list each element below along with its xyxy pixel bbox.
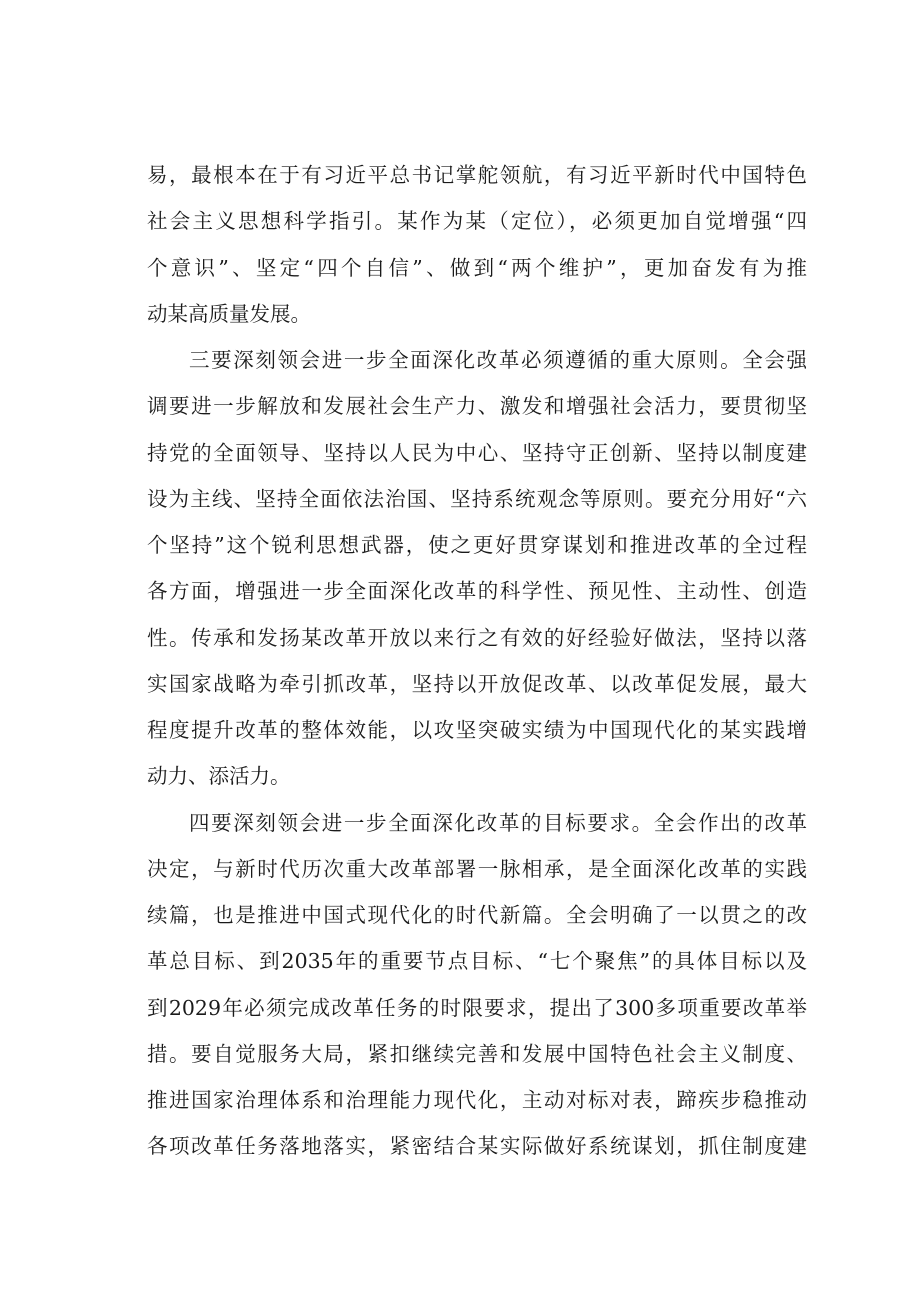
text-line: 各方面，增强进一步全面深化改革的科学性、预见性、主动性、创造: [147, 579, 807, 604]
text-line: 社会主义思想科学指引。某作为某（定位），必须更加自觉增强“四: [147, 209, 807, 234]
text-line: 程度提升改革的整体效能，以攻坚突破实绩为中国现代化的某实践增: [147, 718, 807, 742]
text-line: 设为主线、坚持全面依法治国、坚持系统观念等原则。要充分用好“六: [147, 486, 807, 511]
paragraph-start-line: 四要深刻领会进一步全面深化改革的目标要求。全会作出的改革: [189, 810, 807, 835]
text-line: 措。要自觉服务大局，紧扣继续完善和发展中国特色社会主义制度、: [147, 1041, 807, 1066]
text-line: 动某高质量发展。: [147, 301, 311, 326]
text-line: 革总目标、到2035年的重要节点目标、“七个聚焦”的具体目标以及: [147, 949, 807, 974]
body-text: [147, 152, 807, 1170]
text-line: 调要进一步解放和发展社会生产力、激发和增强社会活力，要贯彻坚: [147, 394, 807, 419]
text-line: 持党的全面领导、坚持以人民为中心、坚持守正创新、坚持以制度建: [147, 440, 807, 465]
paragraph-start-line: 三要深刻领会进一步全面深化改革必须遵循的重大原则。全会强: [189, 348, 807, 372]
text-line: 决定，与新时代历次重大改革部署一脉相承，是全面深化改革的实践: [147, 856, 807, 881]
text-line: 实国家战略为牵引抓改革，坚持以开放促改革、以改革促发展，最大: [147, 671, 807, 696]
text-line: 续篇，也是推进中国式现代化的时代新篇。全会明确了一以贯之的改: [147, 903, 807, 927]
text-line: 推进国家治理体系和治理能力现代化，主动对标对表，蹄疾步稳推动: [147, 1088, 807, 1112]
text-line: 个坚持”这个锐利思想武器，使之更好贯穿谋划和推进改革的全过程: [147, 533, 807, 557]
text-line: 易，最根本在于有习近平总书记掌舵领航，有习近平新时代中国特色: [147, 163, 807, 187]
text-line: 性。传承和发扬某改革开放以来行之有效的好经验好做法，坚持以落: [147, 625, 807, 650]
text-line: 动力、添活力。: [147, 764, 291, 789]
text-line: 个意识”、坚定“四个自信”、做到“两个维护”，更加奋发有为推: [147, 255, 807, 280]
text-line: 到2029年必须完成改革任务的时限要求，提出了300多项重要改革举: [147, 995, 807, 1020]
text-line: 各项改革任务落地落实，紧密结合某实际做好系统谋划，抓住制度建: [147, 1134, 807, 1159]
